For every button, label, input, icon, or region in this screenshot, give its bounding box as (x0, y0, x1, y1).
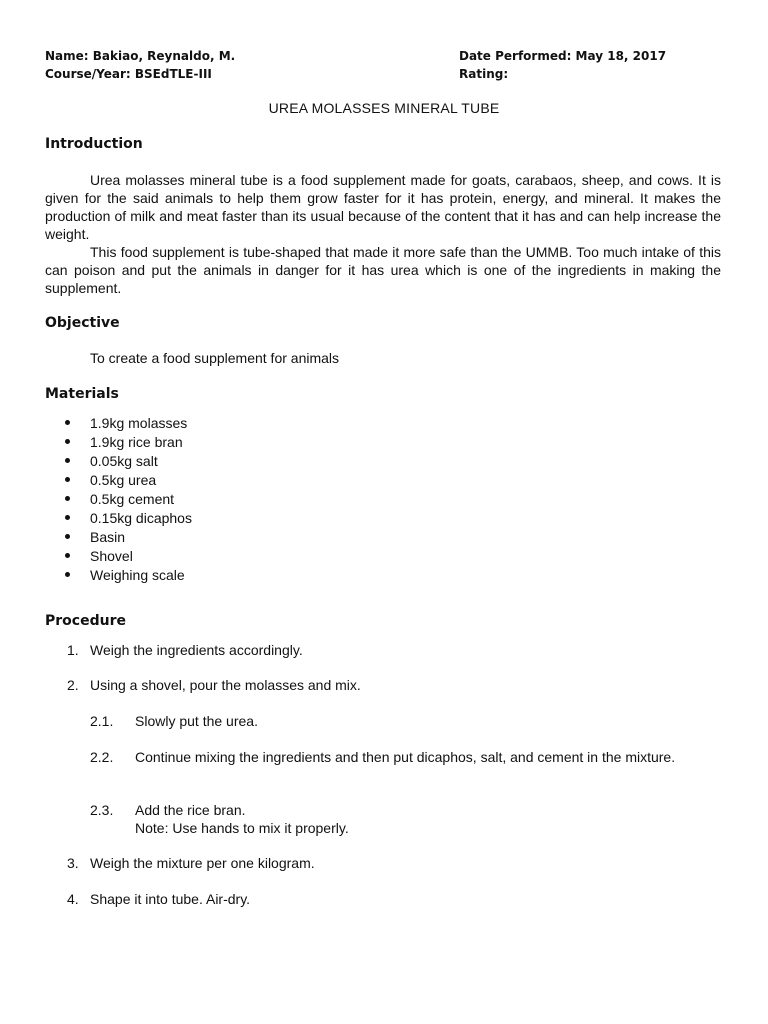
materials-heading: Materials (45, 386, 119, 402)
step-text: Weigh the mixture per one kilogram. (90, 855, 315, 871)
substep-text: Add the rice bran. (135, 802, 246, 818)
introduction-heading: Introduction (45, 136, 143, 152)
substep-number: 2.3. (90, 802, 114, 818)
step-number: 3. (67, 855, 79, 871)
substep-text: Continue mixing the ingredients and then put dicaphos, salt, and cement in the mixture. (135, 749, 676, 765)
bullet-icon (65, 439, 70, 444)
procedure-note: Note: Use hands to mix it properly. (135, 820, 349, 836)
list-item-text: 0.5kg cement (90, 491, 175, 507)
step-text: Using a shovel, pour the molasses and mix. (90, 677, 361, 693)
bullet-icon (65, 553, 70, 558)
list-item-text: Shovel (90, 548, 133, 564)
document-title: UREA MOLASSES MINERAL TUBE (268, 100, 500, 116)
step-number: 2. (67, 677, 79, 693)
bullet-icon (65, 572, 70, 577)
substep-number: 2.2. (90, 749, 114, 765)
bullet-icon (65, 420, 70, 425)
step-text: Weigh the ingredients accordingly. (90, 642, 303, 658)
procedure-heading: Procedure (45, 613, 126, 629)
bullet-icon (65, 477, 70, 482)
date-performed: Date Performed: May 18, 2017 (459, 49, 667, 63)
list-item-text: 0.05kg salt (90, 453, 158, 469)
step-number: 4. (67, 891, 79, 907)
list-item-text: 1.9kg molasses (90, 415, 188, 431)
step-number: 1. (67, 642, 79, 658)
substep-number: 2.1. (90, 713, 114, 729)
list-item-text: Weighing scale (90, 567, 185, 583)
course-year: Course/Year: BSEdTLE-III (45, 67, 212, 81)
list-item-text: 1.9kg rice bran (90, 434, 183, 450)
bullet-icon (65, 458, 70, 463)
student-name: Name: Bakiao, Reynaldo, M. (45, 49, 236, 63)
objective-text: To create a food supplement for animals (90, 350, 340, 366)
list-item-text: 0.15kg dicaphos (90, 510, 192, 526)
substep-text: Slowly put the urea. (135, 713, 258, 729)
objective-heading: Objective (45, 315, 120, 331)
bullet-icon (65, 534, 70, 539)
introduction-paragraph-1: Urea molasses mineral tube is a food supplement made for goats, carabaos, sheep, and cows. It is given for the said animals to help them grow faster for it has protein, energy, and mineral. It makes the production of milk and meat faster than its usual because of the content that it has and can help increase the weight. (45, 172, 721, 242)
step-text: Shape it into tube. Air-dry. (90, 891, 251, 907)
bullet-icon (65, 515, 70, 520)
bullet-icon (65, 496, 70, 501)
list-item-text: Basin (90, 529, 126, 545)
introduction-paragraph-2: This food supplement is tube-shaped that made it more safe than the UMMB. Too much intake of this can poison and put the animals in danger for it has urea which is one of the ingredients in making the supplement. (45, 244, 721, 296)
list-item-text: 0.5kg urea (90, 472, 157, 488)
rating-label: Rating: (459, 67, 509, 81)
